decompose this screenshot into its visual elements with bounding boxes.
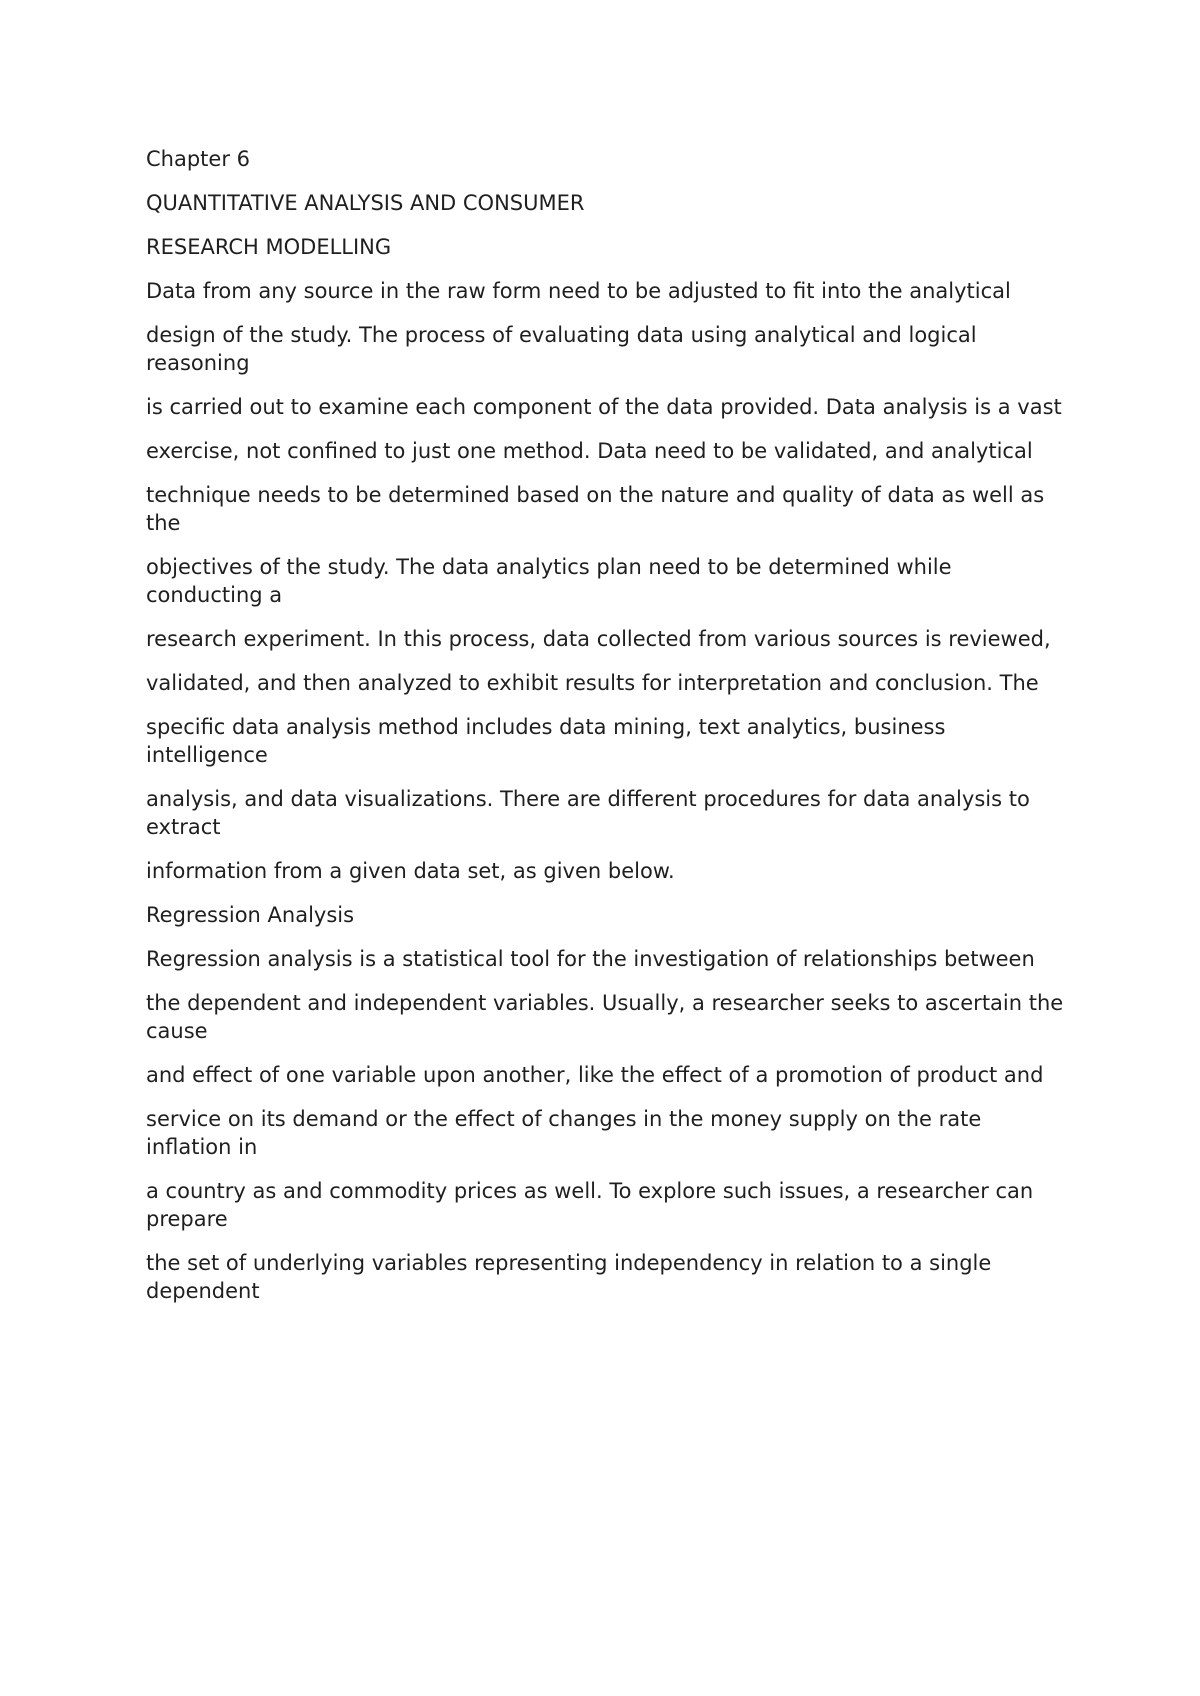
body-paragraph: specific data analysis method includes data mining, text analytics, business intelligence: [146, 715, 946, 767]
chapter-heading: Chapter 6: [146, 147, 250, 171]
body-paragraph: is carried out to examine each component of the data provided. Data analysis is a vast: [146, 395, 1062, 419]
body-paragraph: exercise, not confined to just one method. Data need to be validated, and analytical: [146, 439, 1033, 463]
body-paragraph: and effect of one variable upon another, like the effect of a promotion of product and: [146, 1063, 1044, 1087]
body-paragraph: a country as and commodity prices as well. To explore such issues, a researcher can prepare: [146, 1179, 1034, 1231]
body-paragraph: objectives of the study. The data analytics plan need to be determined while conducting a: [146, 555, 952, 607]
body-paragraph: the set of underlying variables representing independency in relation to a single dependent: [146, 1251, 992, 1303]
body-paragraph: research experiment. In this process, data collected from various sources is reviewed,: [146, 627, 1051, 651]
body-paragraph: analysis, and data visualizations. There are different procedures for data analysis to extract: [146, 787, 1030, 839]
body-paragraph: technique needs to be determined based on the nature and quality of data as well as the: [146, 483, 1045, 535]
body-paragraph: design of the study. The process of evaluating data using analytical and logical reasoning: [146, 323, 977, 375]
body-paragraph: service on its demand or the effect of changes in the money supply on the rate inflation in: [146, 1107, 982, 1159]
body-paragraph: Data from any source in the raw form need to be adjusted to fit into the analytical: [146, 279, 1011, 303]
section-heading: Regression Analysis: [146, 903, 355, 927]
chapter-title-line-1: QUANTITATIVE ANALYSIS AND CONSUMER: [146, 191, 585, 215]
body-paragraph: Regression analysis is a statistical tool for the investigation of relationships between: [146, 947, 1035, 971]
body-paragraph: the dependent and independent variables. Usually, a researcher seeks to ascertain the cause: [146, 991, 1064, 1043]
body-paragraph: validated, and then analyzed to exhibit results for interpretation and conclusion. The: [146, 671, 1039, 695]
document-body: [146, 145, 1066, 1321]
chapter-title-line-2: RESEARCH MODELLING: [146, 235, 392, 259]
body-paragraph: information from a given data set, as given below.: [146, 859, 675, 883]
